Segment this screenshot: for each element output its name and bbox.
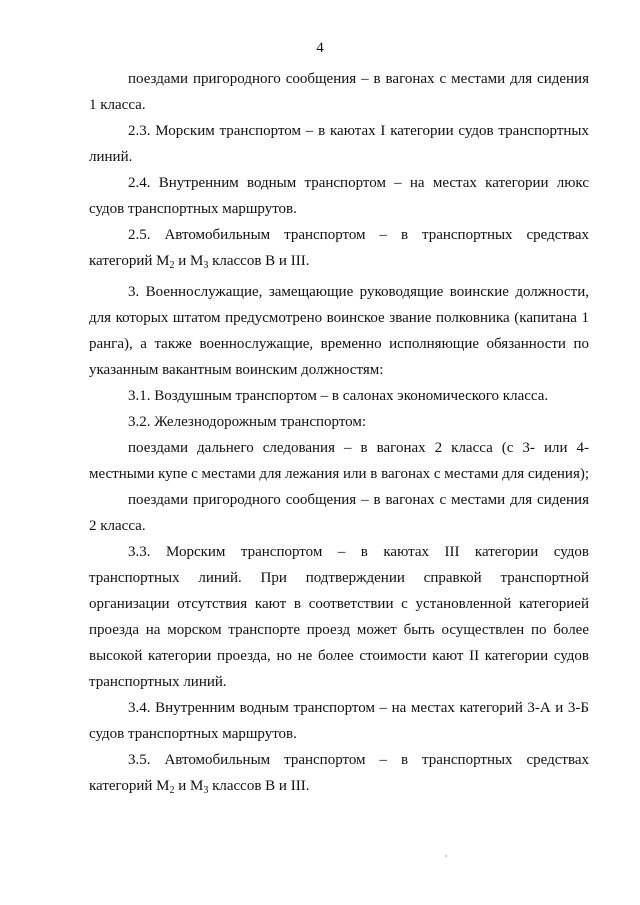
paragraph-2-3: 2.3. Морским транспортом – в каютах I категории судов транспортных линий. <box>89 123 589 165</box>
paragraph-3-3: 3.3. Морским транспортом – в каютах III категории судов транспортных линий. При подтверждении справкой транспортной организации отсутствия кают в соответствии с установленной категорией проезда на морском транспорте проезд может быть осуществлен по более высокой категории проезда, но не более стоимости кают II категории судов транспортных линий. <box>89 544 589 690</box>
paragraph-3-2: 3.2. Железнодорожным транспортом: <box>128 414 367 430</box>
paragraph-long-distance: поездами дальнего следования – в вагонах 2 класса (с 3- или 4-местными купе с местами для лежания или в вагонах с местами для сидения); <box>89 440 590 482</box>
paragraph-2-5: 2.5. Автомобильным транспортом – в транспортных средствах категорий $M_2$ и $M_3$ классов B и III. <box>89 227 589 271</box>
paragraph-3-4: 3.4. Внутренним водным транспортом – на местах категорий 3-А и 3-Б судов транспортных маршрутов. <box>89 700 589 742</box>
paragraph-2-4: 2.4. Внутренним водным транспортом – на местах категории люкс судов транспортных маршрутов. <box>89 175 589 217</box>
document-body <box>89 66 589 804</box>
paragraph-3-5: 3.5. Автомобильным транспортом – в транспортных средствах категорий $M_2$ и $M_3$ классов B и III. <box>89 752 589 796</box>
scan-speck <box>445 855 447 857</box>
page-number: 4 <box>316 40 324 56</box>
paragraph-suburban-2: поездами пригородного сообщения – в вагонах с местами для сидения 2 класса. <box>89 492 589 534</box>
paragraph-3: 3. Военнослужащие, замещающие руководящие воинские должности, для которых штатом предусмотрено воинское звание полковника (капитана 1 ранга), а также военнослужащие, временно исполняющие обязанности по указанным вакантным воинским должностям: <box>89 284 589 378</box>
paragraph-suburban-1: поездами пригородного сообщения – в вагонах с местами для сидения 1 класса. <box>89 71 589 113</box>
paragraph-3-1: 3.1. Воздушным транспортом – в салонах экономического класса. <box>128 388 549 404</box>
